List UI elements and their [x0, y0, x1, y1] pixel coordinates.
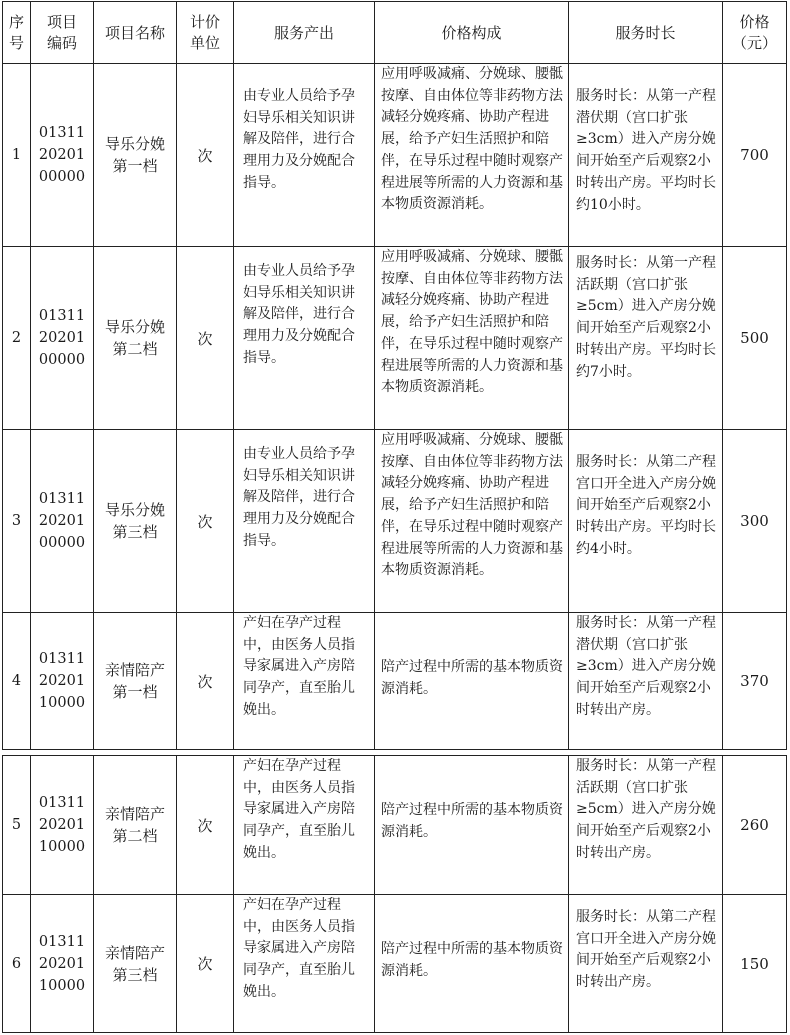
table-row: [3, 756, 787, 895]
row-duration: 服务时长：从第二产程宫口开全进入产房分娩间开始至产后观察2小时转出产房。: [569, 895, 723, 1033]
header-unit: 计价 单位: [177, 2, 234, 64]
row-composition: 陪产过程中所需的基本物质资源消耗。: [375, 895, 569, 1033]
table-row: [3, 613, 787, 750]
row-name: 导乐分娩 第三档: [94, 430, 177, 613]
row-price: 150: [723, 895, 787, 1033]
row-price: 300: [723, 430, 787, 613]
row-seq: 5: [3, 756, 31, 895]
row-seq: 1: [3, 64, 31, 247]
header-seq: 序 号: [3, 2, 31, 64]
row-seq: 2: [3, 247, 31, 430]
price-table-part-1: [2, 1, 787, 750]
row-code: 01311 20201 10000: [31, 613, 94, 750]
row-name: 导乐分娩 第一档: [94, 64, 177, 247]
row-duration: 服务时长：从第一产程活跃期（宫口扩张≥5cm）进入产房分娩间开始至产后观察2小时转出产房。平均时长约7小时。: [569, 247, 723, 430]
table-row: [3, 247, 787, 430]
row-code: 01311 20201 00000: [31, 430, 94, 613]
header-duration: 服务时长: [569, 2, 723, 64]
row-composition: 应用呼吸减痛、分娩球、腰骶按摩、自由体位等非药物方法减轻分娩疼痛、协助产程进展，给予产妇生活照护和陪伴，在导乐过程中随时观察产程进展等所需的人力资源和基本物质资源消耗。: [375, 430, 569, 613]
row-duration: 服务时长：从第二产程宫口开全进入产房分娩间开始至产后观察2小时转出产房。平均时长约4小时。: [569, 430, 723, 613]
row-seq: 4: [3, 613, 31, 750]
row-composition: 应用呼吸减痛、分娩球、腰骶按摩、自由体位等非药物方法减轻分娩疼痛、协助产程进展，给予产妇生活照护和陪伴，在导乐过程中随时观察产程进展等所需的人力资源和基本物质资源消耗。: [375, 64, 569, 247]
row-code: 01311 20201 10000: [31, 895, 94, 1033]
row-unit: 次: [177, 64, 234, 247]
row-duration: 服务时长：从第一产程潜伏期（宫口扩张≥3cm）进入产房分娩间开始至产后观察2小时转出产房。平均时长约10小时。: [569, 64, 723, 247]
row-composition: 陪产过程中所需的基本物质资源消耗。: [375, 756, 569, 895]
row-output: 由专业人员给予孕妇导乐相关知识讲解及陪伴，进行合理用力及分娩配合指导。: [234, 247, 375, 430]
header-output: 服务产出: [234, 2, 375, 64]
row-name: 亲情陪产 第二档: [94, 756, 177, 895]
header-price: 价格 （元）: [723, 2, 787, 64]
row-output: 产妇在孕产过程中，由医务人员指导家属进入产房陪同孕产，直至胎儿娩出。: [234, 895, 375, 1033]
row-price: 700: [723, 64, 787, 247]
table-row: [3, 64, 787, 247]
table-row: [3, 895, 787, 1033]
row-price: 370: [723, 613, 787, 750]
row-unit: 次: [177, 613, 234, 750]
row-output: 产妇在孕产过程中，由医务人员指导家属进入产房陪同孕产，直至胎儿娩出。: [234, 756, 375, 895]
header-name: 项目名称: [94, 2, 177, 64]
row-unit: 次: [177, 756, 234, 895]
row-output: 由专业人员给予孕妇导乐相关知识讲解及陪伴，进行合理用力及分娩配合指导。: [234, 430, 375, 613]
header-composition: 价格构成: [375, 2, 569, 64]
row-output: 产妇在孕产过程中，由医务人员指导家属进入产房陪同孕产，直至胎儿娩出。: [234, 613, 375, 750]
row-code: 01311 20201 00000: [31, 64, 94, 247]
row-composition: 陪产过程中所需的基本物质资源消耗。: [375, 613, 569, 750]
table-header-row: [3, 2, 787, 64]
row-name: 导乐分娩 第二档: [94, 247, 177, 430]
table-row: [3, 430, 787, 613]
row-seq: 6: [3, 895, 31, 1033]
row-unit: 次: [177, 895, 234, 1033]
row-unit: 次: [177, 430, 234, 613]
price-table-part-2: [2, 755, 787, 1033]
row-duration: 服务时长：从第一产程潜伏期（宫口扩张≥3cm）进入产房分娩间开始至产后观察2小时转出产房。: [569, 613, 723, 750]
header-code: 项目 编码: [31, 2, 94, 64]
row-price: 260: [723, 756, 787, 895]
row-composition: 应用呼吸减痛、分娩球、腰骶按摩、自由体位等非药物方法减轻分娩疼痛、协助产程进展，给予产妇生活照护和陪伴，在导乐过程中随时观察产程进展等所需的人力资源和基本物质资源消耗。: [375, 247, 569, 430]
row-code: 01311 20201 00000: [31, 247, 94, 430]
row-output: 由专业人员给予孕妇导乐相关知识讲解及陪伴，进行合理用力及分娩配合指导。: [234, 64, 375, 247]
row-unit: 次: [177, 247, 234, 430]
row-price: 500: [723, 247, 787, 430]
row-duration: 服务时长：从第一产程活跃期（宫口扩张≥5cm）进入产房分娩间开始至产后观察2小时转出产房。: [569, 756, 723, 895]
row-name: 亲情陪产 第一档: [94, 613, 177, 750]
row-code: 01311 20201 10000: [31, 756, 94, 895]
row-name: 亲情陪产 第三档: [94, 895, 177, 1033]
row-seq: 3: [3, 430, 31, 613]
